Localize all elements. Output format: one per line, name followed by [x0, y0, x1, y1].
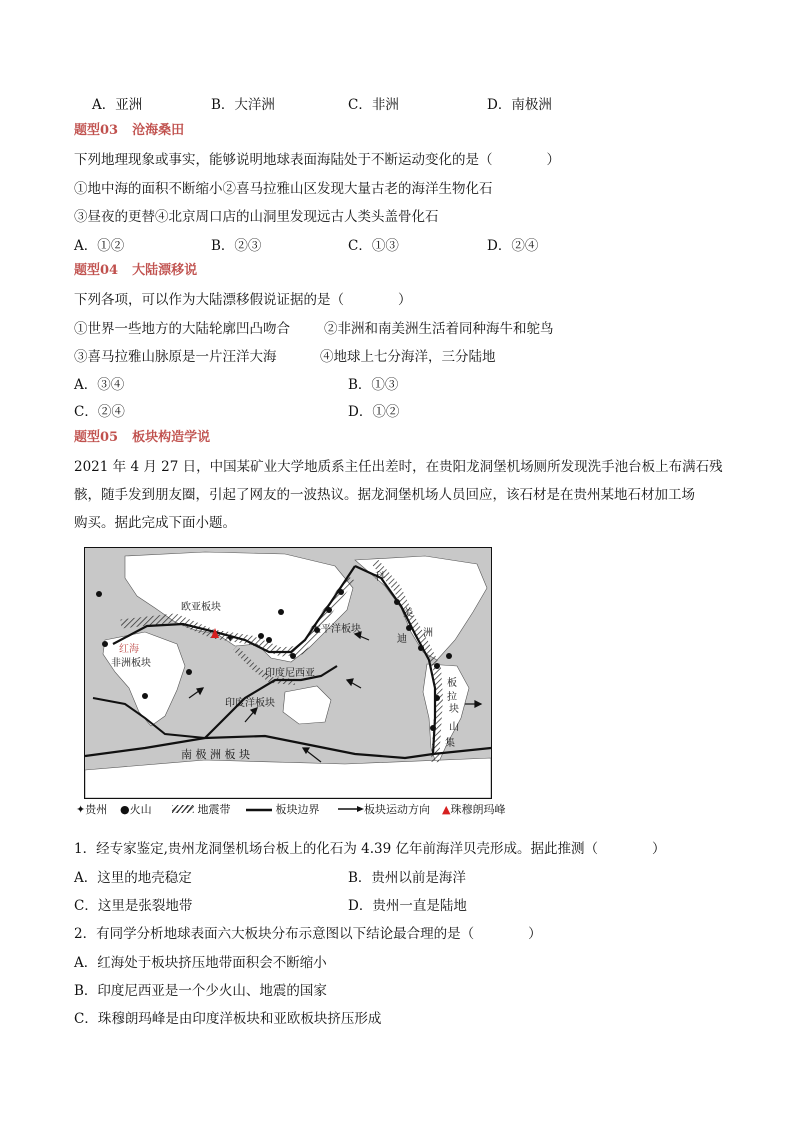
boundary-line-icon — [246, 807, 272, 813]
option-c: C．②④ — [74, 404, 125, 420]
passage-text: 骸，随手发到朋友圈，引起了网友的一波热议。据龙洞堡机场人员回应，该石材是在贵州某地石材加工场 — [74, 487, 695, 503]
option-a: A．红海处于板块挤压地带面积会不断缩小 — [74, 955, 327, 971]
label-african-plate: 非洲板块 — [111, 658, 151, 669]
section-heading-type03: 题型03 沧海桑田 — [74, 123, 185, 138]
label-sa-char: 山 — [449, 722, 459, 733]
volcano-marker — [406, 625, 412, 631]
option-c: C．①③ — [348, 238, 399, 254]
legend-plate-movement: 板块运动方向 — [338, 803, 430, 817]
option-d: D．南极洲 — [487, 97, 552, 113]
question-item: ③喜马拉雅山脉原是一片汪洋大海 — [74, 349, 277, 365]
arrow-right-icon — [338, 805, 364, 813]
legend-plate-boundary: 板块边界 — [246, 803, 320, 817]
question-text: 下列地理现象或事实，能够说明地球表面海陆处于不断运动变化的是（ ） — [74, 152, 560, 168]
section-heading-type05: 题型05 板块构造学说 — [74, 430, 211, 445]
volcano-marker — [266, 637, 272, 643]
label-sa-char: 集 — [445, 738, 455, 749]
question-1-stem: 1．经专家鉴定,贵州龙洞堡机场台板上的化石为 4.39 亿年前海洋贝壳形成。据此推测（ ） — [74, 841, 666, 857]
question-items: ①地中海的面积不断缩小②喜马拉雅山区发现大量古老的海洋生物化石 — [74, 181, 493, 197]
volcano-marker — [278, 609, 284, 615]
volcano-marker — [258, 633, 264, 639]
option-a: A．亚洲 — [92, 97, 143, 113]
option-d: D．①② — [348, 404, 400, 420]
legend-everest: ▲珠穆朗玛峰 — [442, 803, 506, 816]
label-red-sea: 红海 — [119, 644, 139, 655]
option-c: C．这里是张裂地带 — [74, 898, 193, 914]
option-c: C．珠穆朗玛峰是由印度洋板块和亚欧板块挤压形成 — [74, 1011, 382, 1027]
option-b: B．①③ — [348, 377, 399, 393]
label-na-char: 美 — [403, 608, 413, 619]
label-sa-char: 块 — [449, 704, 459, 715]
guizhou-marker: ✦ — [225, 631, 236, 645]
option-d: D．贵州一直是陆地 — [348, 898, 467, 914]
volcano-marker — [186, 669, 192, 675]
hatch-swatch-icon — [172, 805, 194, 813]
label-indonesia: 印度尼西亚 — [265, 668, 315, 679]
label-na-char: 洲 — [423, 628, 433, 639]
label-sa-char: 拉 — [447, 692, 457, 703]
question-item: ①世界一些地方的大陆轮廓凹凸吻合 — [74, 321, 290, 337]
volcano-marker — [142, 693, 148, 699]
question-2-stem: 2．有同学分析地球表面六大板块分布示意图以下结论最合理的是（ ） — [74, 926, 542, 942]
legend-volcano: ●火山 — [120, 803, 152, 816]
volcano-marker — [446, 653, 452, 659]
label-na-char: 迪 — [397, 634, 407, 645]
label-na-char: 科 — [375, 572, 385, 583]
label-pacific-plate: 太平洋板块 — [311, 624, 361, 635]
passage-text: 购买。据此完成下面小题。 — [74, 515, 236, 531]
volcano-marker — [96, 591, 102, 597]
plate-map-drawing — [85, 548, 491, 798]
volcano-marker — [338, 589, 344, 595]
option-a: A．①② — [74, 238, 125, 254]
option-b: B．印度尼西亚是一个少火山、地震的国家 — [74, 983, 327, 999]
red-triangle-icon: ▲ — [442, 803, 451, 816]
option-a: A．③④ — [74, 377, 125, 393]
option-b: B．②③ — [211, 238, 262, 254]
volcano-marker — [326, 607, 332, 613]
question-item: ④地球上七分海洋，三分陆地 — [320, 349, 496, 365]
option-b: B．贵州以前是海洋 — [348, 870, 466, 886]
label-antarctic-plate: 南 极 洲 板 块 — [181, 748, 250, 761]
question-text: 下列各项，可以作为大陆漂移假说证据的是（ ） — [74, 292, 412, 308]
passage-text: 2021 年 4 月 27 日，中国某矿业大学地质系主任出差时，在贵阳龙洞堡机场厕所发现洗手池台板上布满石残 — [74, 459, 723, 475]
label-indian-plate: 印度洋板块 — [225, 698, 275, 709]
volcano-marker — [290, 653, 296, 659]
legend-earthquake-belt: 地震带 — [172, 803, 231, 817]
legend-guizhou: ✦贵州 — [76, 803, 108, 816]
volcano-marker — [430, 725, 436, 731]
volcano-marker — [102, 641, 108, 647]
label-sa-char: 板 — [447, 678, 457, 689]
volcano-marker — [394, 599, 400, 605]
volcano-marker — [434, 695, 440, 701]
plate-map — [84, 547, 492, 799]
section-heading-type04: 题型04 大陆漂移说 — [74, 263, 198, 278]
volcano-marker — [418, 645, 424, 651]
option-c: C．非洲 — [348, 97, 399, 113]
label-eurasia-plate: 欧亚板块 — [181, 602, 221, 613]
option-b: B．大洋洲 — [211, 97, 275, 113]
question-item: ②非洲和南美洲生活着同种海牛和鸵鸟 — [324, 321, 554, 337]
option-a: A．这里的地壳稳定 — [74, 870, 192, 886]
volcano-marker — [434, 663, 440, 669]
question-items: ③昼夜的更替④北京周口店的山洞里发现远古人类头盖骨化石 — [74, 209, 439, 225]
option-d: D．②④ — [487, 238, 539, 254]
